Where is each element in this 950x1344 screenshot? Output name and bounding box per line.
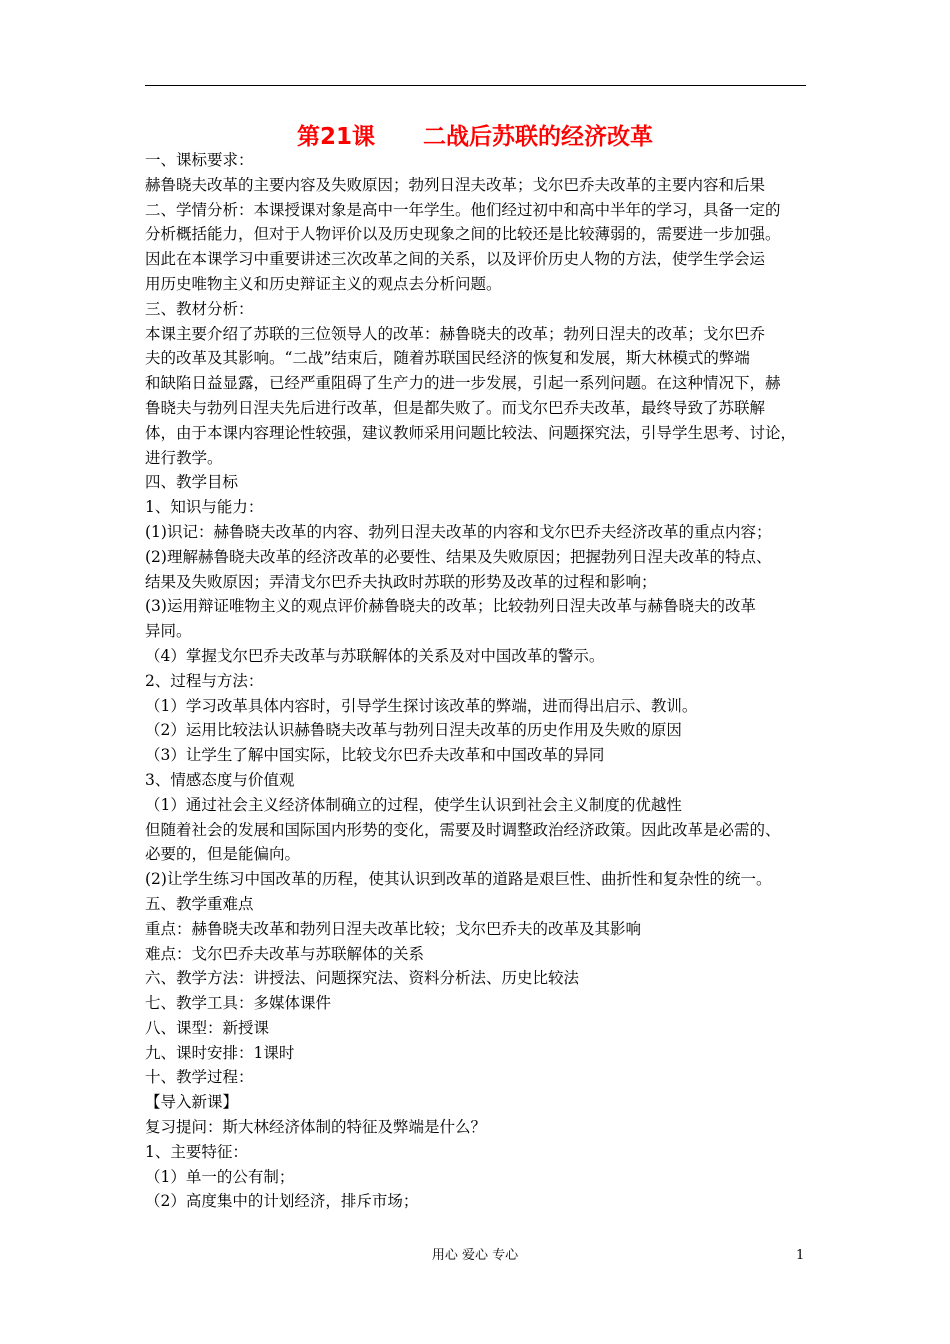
text-line: 进行教学。 — [145, 448, 223, 467]
text-line: (3)运用辩证唯物主义的观点评价赫鲁晓夫的改革；比较勃列日涅夫改革与赫鲁晓夫的改革 — [145, 597, 756, 616]
text-line: （4）掌握戈尔巴乔夫改革与苏联解体的关系及对中国改革的警示。 — [145, 646, 605, 665]
text-line: 用历史唯物主义和历史辩证主义的观点去分析问题。 — [145, 274, 502, 293]
text-line: (2)理解赫鲁晓夫改革的经济改革的必要性、结果及失败原因；把握勃列日涅夫改革的特点、 — [145, 547, 772, 566]
text-line: 3、情感态度与价值观 — [145, 770, 295, 789]
text-line: （2）运用比较法认识赫鲁晓夫改革与勃列日涅夫改革的历史作用及失败的原因 — [145, 721, 682, 740]
text-line: (1)识记：赫鲁晓夫改革的内容、勃列日涅夫改革的内容和戈尔巴乔夫经济改革的重点内容； — [145, 522, 772, 541]
text-line: 重点：赫鲁晓夫改革和勃列日涅夫改革比较；戈尔巴乔夫的改革及其影响 — [145, 919, 642, 938]
text-line: 1、知识与能力： — [145, 498, 264, 517]
text-line: （1）学习改革具体内容时，引导学生探讨该改革的弊端，进而得出启示、教训。 — [145, 696, 698, 715]
text-line: 五、教学重难点 — [145, 894, 254, 913]
document-body — [145, 148, 815, 1214]
text-line: 鲁晓夫与勃列日涅夫先后进行改革，但是都失败了。而戈尔巴乔夫改革，最终导致了苏联解 — [145, 398, 766, 417]
text-line: 七、教学工具：多媒体课件 — [145, 994, 332, 1013]
text-line: 【导入新课】 — [145, 1093, 239, 1112]
text-line: 十、教学过程： — [145, 1068, 254, 1087]
text-line: 三、教材分析： — [145, 299, 254, 318]
text-line: 异同。 — [145, 622, 192, 641]
text-line: 体，由于本课内容理论性较强，建议教师采用问题比较法、问题探究法，引导学生思考、讨论， — [145, 423, 797, 442]
text-line: (2)让学生练习中国改革的历程，使其认识到改革的道路是艰巨性、曲折性和复杂性的统一。 — [145, 870, 772, 889]
footer-motto: 用心 爱心 专心 — [431, 1248, 519, 1263]
text-line: （2）高度集中的计划经济，排斥市场； — [145, 1192, 419, 1211]
text-line: 一、课标要求： — [145, 151, 254, 169]
text-line: 1、主要特征： — [145, 1142, 248, 1161]
text-line: 但随着社会的发展和国际国内形势的变化，需要及时调整政治经济政策。因此改革是必需的、 — [145, 820, 781, 839]
text-line: 二、学情分析：本课授课对象是高中一年学生。他们经过初中和高中半年的学习，具备一定的 — [145, 200, 781, 219]
lesson-title: 二战后苏联的经济改革 — [423, 124, 653, 150]
text-line: 2、过程与方法： — [145, 671, 264, 690]
text-line: 赫鲁晓夫改革的主要内容及失败原因；勃列日涅夫改革；戈尔巴乔夫改革的主要内容和后果 — [145, 175, 766, 194]
text-line: （1）单一的公有制； — [145, 1167, 295, 1186]
text-line: 因此在本课学习中重要讲述三次改革之间的关系，以及评价历史人物的方法，使学生学会运 — [145, 250, 766, 269]
text-line: 夫的改革及其影响。“二战”结束后，随着苏联国民经济的恢复和发展，斯大林模式的弊端 — [145, 349, 750, 368]
header-rule — [145, 85, 806, 86]
text-line: 复习提问：斯大林经济体制的特征及弊端是什么？ — [145, 1118, 487, 1137]
text-line: 难点：戈尔巴乔夫改革与苏联解体的关系 — [145, 944, 425, 963]
text-line: （3）让学生了解中国实际，比较戈尔巴乔夫改革和中国改革的异同 — [145, 746, 605, 765]
text-line: 九、课时安排：1课时 — [145, 1043, 295, 1062]
text-line: （1）通过社会主义经济体制确立的过程，使学生认识到社会主义制度的优越性 — [145, 795, 682, 814]
text-line: 六、教学方法：讲授法、问题探究法、资料分析法、历史比较法 — [145, 969, 580, 988]
page-number: 1 — [796, 1248, 805, 1263]
lesson-number: 第21课 — [296, 124, 375, 150]
text-line: 分析概括能力，但对于人物评价以及历史现象之间的比较还是比较薄弱的，需要进一步加强。 — [145, 225, 781, 244]
text-line: 和缺陷日益显露，已经严重阻碍了生产力的进一步发展，引起一系列问题。在这种情况下，赫 — [145, 374, 781, 393]
text-line: 四、教学目标 — [145, 473, 239, 492]
text-line: 八、课型：新授课 — [145, 1018, 270, 1037]
text-line: 本课主要介绍了苏联的三位领导人的改革：赫鲁晓夫的改革；勃列日涅夫的改革；戈尔巴乔 — [145, 324, 766, 343]
text-line: 结果及失败原因；弄清戈尔巴乔夫执政时苏联的形势及改革的过程和影响； — [145, 572, 657, 591]
text-line: 必要的，但是能偏向。 — [145, 845, 301, 864]
